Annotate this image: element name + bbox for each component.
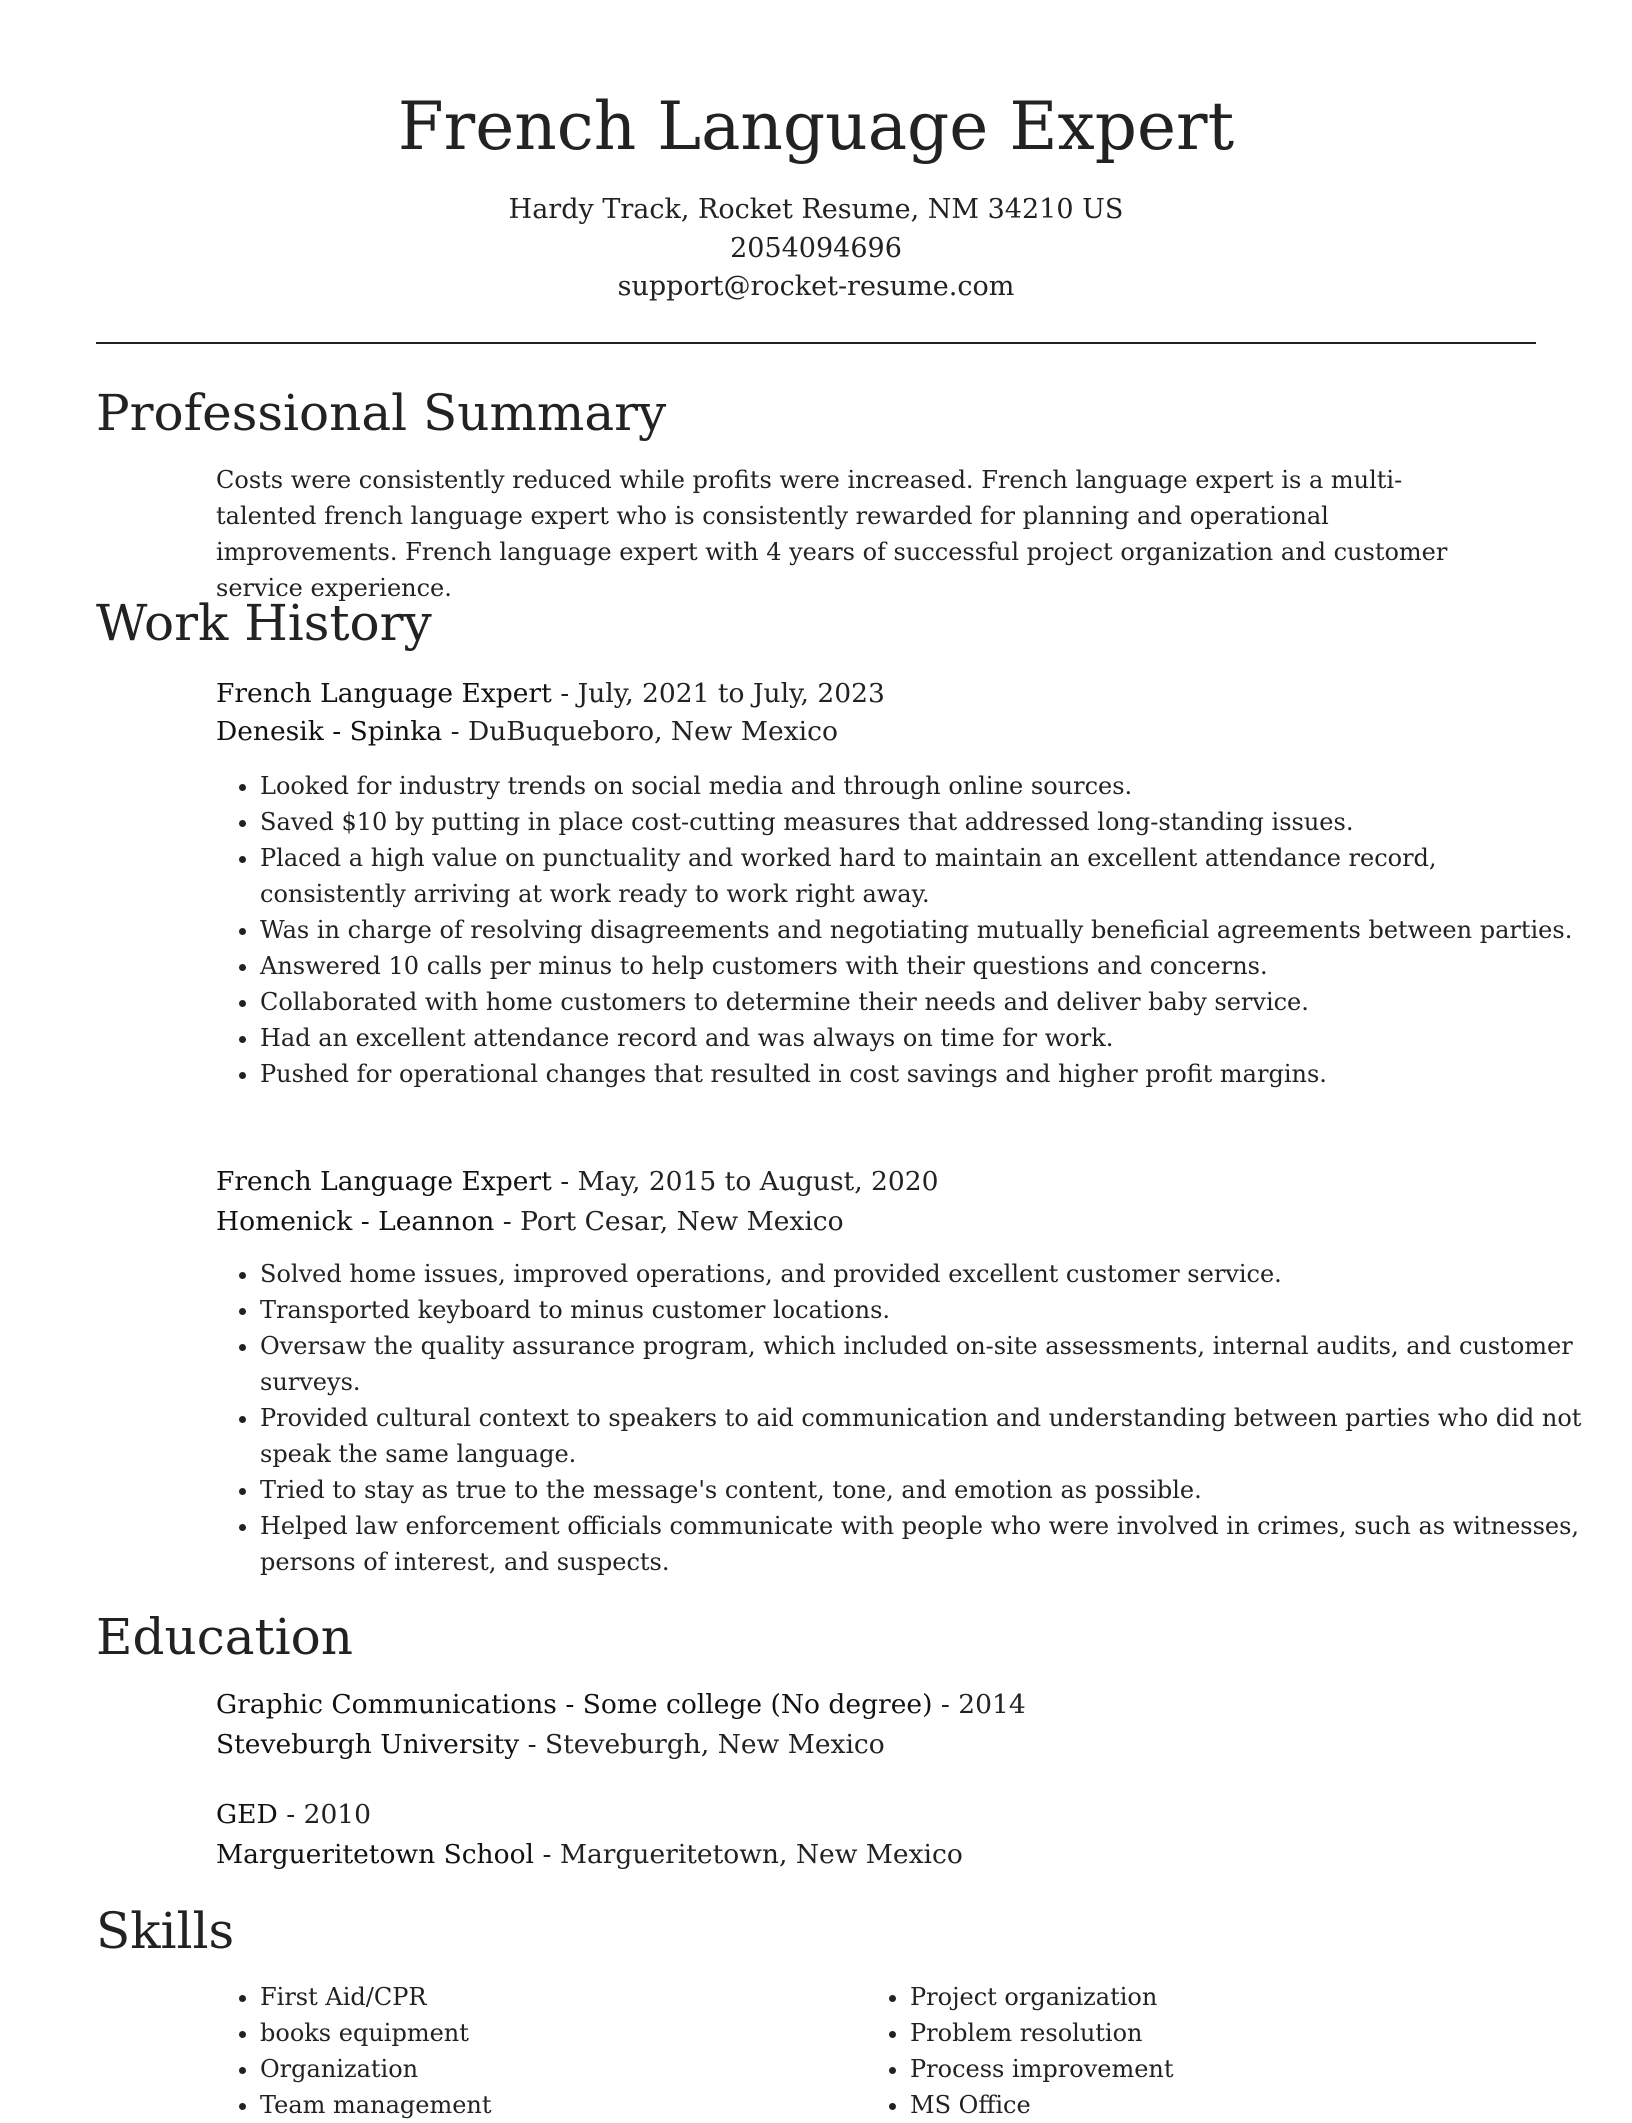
job-bullets [216,1256,1632,1580]
list-item: • Tried to stay as true to the message's content, tone, and emotion as possible. [260,1472,1632,1508]
section-title-work-history: Work History [96,594,432,652]
job-location: - DuBuqueboro, New Mexico [450,716,838,747]
job-title-line [216,1163,938,1201]
list-item: • Looked for industry trends on social media and through online sources. [260,768,1586,804]
list-item: • Solved home issues, improved operations, and provided excellent customer service. [260,1256,1632,1292]
skill-item: • Problem resolution [910,2015,1510,2051]
education-school-line [216,1836,963,1874]
education-school: Steveburgh University [216,1729,520,1760]
section-title-summary: Professional Summary [96,384,667,442]
education-degree: GED [216,1799,278,1830]
job-company: Denesik - Spinka [216,716,443,747]
job-role: French Language Expert [216,678,552,709]
list-item: • Oversaw the quality assurance program, which included on-site assessments, internal audits, and customer surveys. [260,1328,1632,1400]
summary-text: Costs were consistently reduced while profits were increased. French language expert is a multi-talented french language expert who is consistently rewarded for planning and operational improvements. French language expert with 4 years of successful project organization and customer service experience. [216,466,1448,602]
job-location: - Port Cesar, New Mexico [502,1206,844,1237]
education-year: - 2010 [286,1799,372,1830]
skills-list-left [216,1979,820,2123]
section-title-skills: Skills [96,1902,235,1960]
contact-phone: 2054094696 [730,233,902,264]
education-school: Margueritetown School [216,1839,535,1870]
education-degree: Graphic Communications - Some college (No degree) [216,1689,933,1720]
candidate-name: French Language Expert [397,88,1235,165]
skill-item: • Process improvement [910,2051,1510,2087]
list-item: • Placed a high value on punctuality and worked hard to maintain an excellent attendance record, consistently arriving at work ready to work right away. [260,840,1586,912]
list-item: • Answered 10 calls per minus to help customers with their questions and concerns. [260,948,1586,984]
skills-list-right [866,1979,1510,2123]
education-location: - Steveburgh, New Mexico [527,1729,885,1760]
contact-address: Hardy Track, Rocket Resume, NM 34210 US [508,194,1124,225]
education-year: - 2014 [940,1689,1026,1720]
job-company-line [216,1203,844,1241]
list-item: • Saved $10 by putting in place cost-cutting measures that addressed long-standing issues. [260,804,1586,840]
skill-item: • Organization [260,2051,820,2087]
job-bullets [216,768,1586,1092]
skill-item: • Team management [260,2087,820,2123]
job-company: Homenick - Leannon [216,1206,495,1237]
job-dates: - May, 2015 to August, 2020 [560,1166,939,1197]
skill-item: • books equipment [260,2015,820,2051]
list-item: • Was in charge of resolving disagreements and negotiating mutually beneficial agreements between parties. [260,912,1586,948]
job-company-line [216,713,838,751]
section-title-education: Education [96,1608,353,1666]
list-item: • Helped law enforcement officials communicate with people who were involved in crimes, such as witnesses, persons of interest, and suspects. [260,1508,1632,1580]
skill-item: • Project organization [910,1979,1510,2015]
job-role: French Language Expert [216,1166,552,1197]
job-title-line [216,675,885,713]
list-item: • Pushed for operational changes that resulted in cost savings and higher profit margins. [260,1056,1586,1092]
list-item: • Provided cultural context to speakers to aid communication and understanding between parties who did not speak the same language. [260,1400,1632,1472]
contact-email: support@rocket-resume.com [617,271,1015,302]
list-item: • Collaborated with home customers to determine their needs and deliver baby service. [260,984,1586,1020]
list-item: • Had an excellent attendance record and was always on time for work. [260,1020,1586,1056]
skill-item: • First Aid/CPR [260,1979,820,2015]
education-degree-line [216,1686,1026,1724]
education-location: - Margueritetown, New Mexico [542,1839,963,1870]
job-dates: - July, 2021 to July, 2023 [560,678,885,709]
skill-item: • MS Office [910,2087,1510,2123]
education-degree-line [216,1796,371,1834]
education-school-line [216,1726,885,1764]
header-divider [96,342,1536,344]
list-item: • Transported keyboard to minus customer locations. [260,1292,1632,1328]
